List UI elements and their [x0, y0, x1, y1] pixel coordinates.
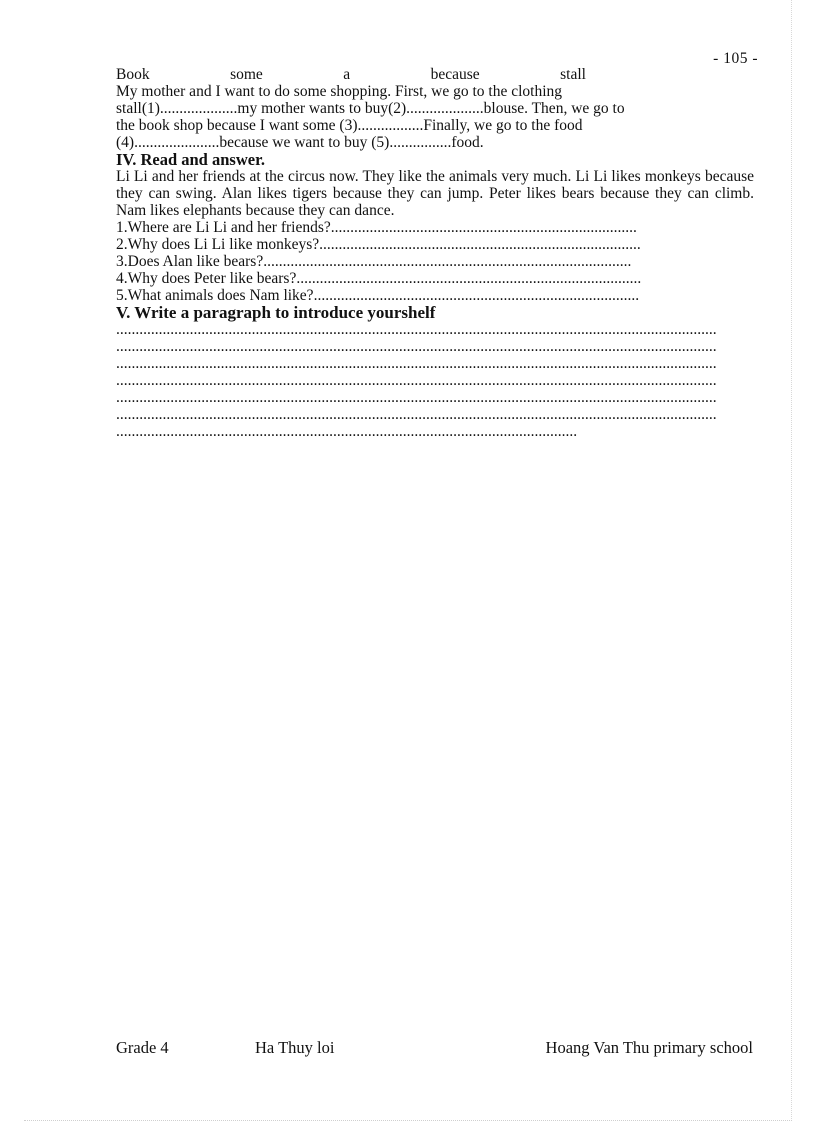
question-item: 4.Why does Peter like bears?......................................................................................... — [116, 270, 642, 287]
writing-line: ........................................................................................................................................................... — [116, 406, 717, 423]
writing-line: ........................................................................................................................................................... — [116, 321, 717, 338]
footer-school: Hoang Van Thu primary school — [545, 1038, 753, 1057]
writing-line: ....................................................................................................................... — [116, 423, 578, 440]
writing-line: ........................................................................................................................................................... — [116, 389, 717, 406]
writing-line: ........................................................................................................................................................... — [116, 338, 717, 355]
writing-lines — [116, 321, 754, 440]
word-bank-item: some — [230, 66, 263, 83]
page-edge — [791, 0, 792, 1121]
question-item: 3.Does Alan like bears?............................................................................................... — [116, 253, 632, 270]
question-item: 5.What animals does Nam like?.................................................................................... — [116, 287, 640, 304]
word-bank-item: Book — [116, 66, 150, 83]
writing-line: ........................................................................................................................................................... — [116, 355, 717, 372]
footer-author: Ha Thuy loi — [255, 1038, 335, 1057]
word-bank — [116, 66, 586, 83]
question-item: 1.Where are Li Li and her friends?............................................................................... — [116, 219, 637, 236]
question-list — [116, 219, 754, 304]
word-bank-item: stall — [560, 66, 586, 83]
fill-in-passage — [116, 83, 754, 151]
bottom-rule — [24, 1120, 792, 1121]
section-v-heading: V. Write a paragraph to introduce yourshelf — [116, 303, 436, 322]
page-number: - 105 - — [713, 50, 758, 67]
word-bank-item: because — [430, 66, 480, 83]
word-bank-item: a — [343, 66, 351, 83]
passage-line: the book shop because I want some (3).................Finally, we go to the food — [116, 117, 583, 134]
worksheet-content — [116, 66, 754, 440]
passage-line: stall(1)....................my mother wants to buy(2)....................blouse. Then, we go to — [116, 100, 625, 117]
passage-line: My mother and I want to do some shopping. First, we go to the clothing — [116, 83, 563, 100]
question-item: 2.Why does Li Li like monkeys?................................................................................... — [116, 236, 641, 253]
section-iv-heading: IV. Read and answer. — [116, 150, 265, 169]
footer-grade: Grade 4 — [116, 1038, 169, 1057]
page-footer — [116, 1038, 753, 1058]
reading-passage: Li Li and her friends at the circus now. They like the animals very much. Li Li likes monkeys because they can swing. Alan likes tigers because they can jump. Peter likes bears because they can climb. Nam likes elephants because they can dance. — [116, 168, 754, 219]
writing-line: ........................................................................................................................................................... — [116, 372, 717, 389]
passage-line: (4)......................because we want to buy (5)................food. — [116, 134, 484, 151]
